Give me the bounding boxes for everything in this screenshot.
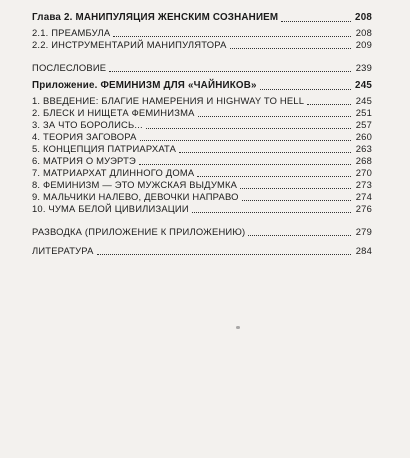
table-of-contents <box>32 12 372 257</box>
toc-entry-title: 4. ТЕОРИЯ ЗАГОВОРА <box>32 131 137 142</box>
dot-leader <box>97 253 351 255</box>
dot-leader <box>240 187 351 189</box>
toc-entry-page: 245 <box>355 95 372 106</box>
dot-leader <box>198 115 351 117</box>
toc-entry-page: 257 <box>355 119 372 130</box>
toc-entry-title: Приложение. ФЕМИНИЗМ ДЛЯ «ЧАЙНИКОВ» <box>32 80 257 91</box>
dot-leader <box>197 175 351 177</box>
toc-entry-page: 260 <box>355 131 372 142</box>
toc-entry-title: 2.2. ИНСТРУМЕНТАРИЙ МАНИПУЛЯТОРА <box>32 39 227 50</box>
toc-chapter2 <box>32 12 372 24</box>
toc-entry-page: 209 <box>355 39 372 50</box>
toc-entry-page: 279 <box>355 226 372 237</box>
toc-item <box>32 131 372 143</box>
dot-leader <box>109 70 351 72</box>
toc-item <box>32 167 372 179</box>
toc-entry-page: 208 <box>355 27 372 38</box>
toc-entry-title: Глава 2. МАНИПУЛЯЦИЯ ЖЕНСКИМ СОЗНАНИЕМ <box>32 12 279 23</box>
ink-smudge <box>236 326 240 329</box>
toc-entry-title: 3. ЗА ЧТО БОРОЛИСЬ... <box>32 119 143 130</box>
toc-entry-page: 274 <box>355 191 372 202</box>
toc-entry-page: 270 <box>355 167 372 178</box>
toc-appendix <box>32 80 372 92</box>
toc-entry-page: 273 <box>355 179 372 190</box>
toc-item <box>32 155 372 167</box>
dot-leader <box>139 163 351 165</box>
dot-leader <box>146 127 351 129</box>
toc-entry-page: 268 <box>355 155 372 166</box>
toc-item <box>32 27 372 39</box>
toc-item <box>32 203 372 215</box>
toc-entry-title: 10. ЧУМА БЕЛОЙ ЦИВИЛИЗАЦИИ <box>32 203 189 214</box>
toc-entry-page: 263 <box>355 143 372 154</box>
toc-afterword <box>32 62 372 74</box>
dot-leader <box>260 88 351 90</box>
toc-entry-page: 251 <box>355 107 372 118</box>
toc-item <box>32 179 372 191</box>
dot-leader <box>140 139 351 141</box>
dot-leader <box>230 47 351 49</box>
toc-entry-title: 1. ВВЕДЕНИЕ: БЛАГИЕ НАМЕРЕНИЯ И HIGHWAY TO HELL <box>32 95 305 106</box>
dot-leader <box>248 234 351 236</box>
toc-entry-title: ЛИТЕРАТУРА <box>32 245 94 256</box>
toc-item <box>32 107 372 119</box>
toc-entry-title: 2. БЛЕСК И НИЩЕТА ФЕМИНИЗМА <box>32 107 195 118</box>
toc-item <box>32 143 372 155</box>
toc-entry-page: 284 <box>355 245 372 256</box>
toc-entry-title: 2.1. ПРЕАМБУЛА <box>32 27 111 38</box>
toc-digression <box>32 226 372 238</box>
toc-entry-title: 7. МАТРИАРХАТ ДЛИННОГО ДОМА <box>32 167 195 178</box>
dot-leader <box>307 103 351 105</box>
toc-entry-title: 8. ФЕМИНИЗМ — ЭТО МУЖСКАЯ ВЫДУМКА <box>32 179 238 190</box>
dot-leader <box>113 35 351 37</box>
toc-entry-page: 276 <box>355 203 372 214</box>
toc-entry-title: 9. МАЛЬЧИКИ НАЛЕВО, ДЕВОЧКИ НАПРАВО <box>32 191 239 202</box>
toc-entry-page: 239 <box>355 62 372 73</box>
toc-entry-page: 245 <box>355 80 372 91</box>
toc-entry-page: 208 <box>355 12 372 23</box>
toc-item <box>32 39 372 51</box>
toc-entry-title: РАЗВОДКА (ПРИЛОЖЕНИЕ К ПРИЛОЖЕНИЮ) <box>32 226 246 237</box>
toc-literature <box>32 245 372 257</box>
dot-leader <box>242 199 351 201</box>
toc-entry-title: ПОСЛЕСЛОВИЕ <box>32 62 107 73</box>
toc-item <box>32 119 372 131</box>
toc-entry-title: 6. МАТРИЯ О МУЭРТЭ <box>32 155 136 166</box>
dot-leader <box>281 20 351 22</box>
dot-leader <box>192 211 351 213</box>
toc-entry-title: 5. КОНЦЕПЦИЯ ПАТРИАРХАТА <box>32 143 177 154</box>
toc-item <box>32 191 372 203</box>
dot-leader <box>179 151 351 153</box>
toc-item <box>32 95 372 107</box>
